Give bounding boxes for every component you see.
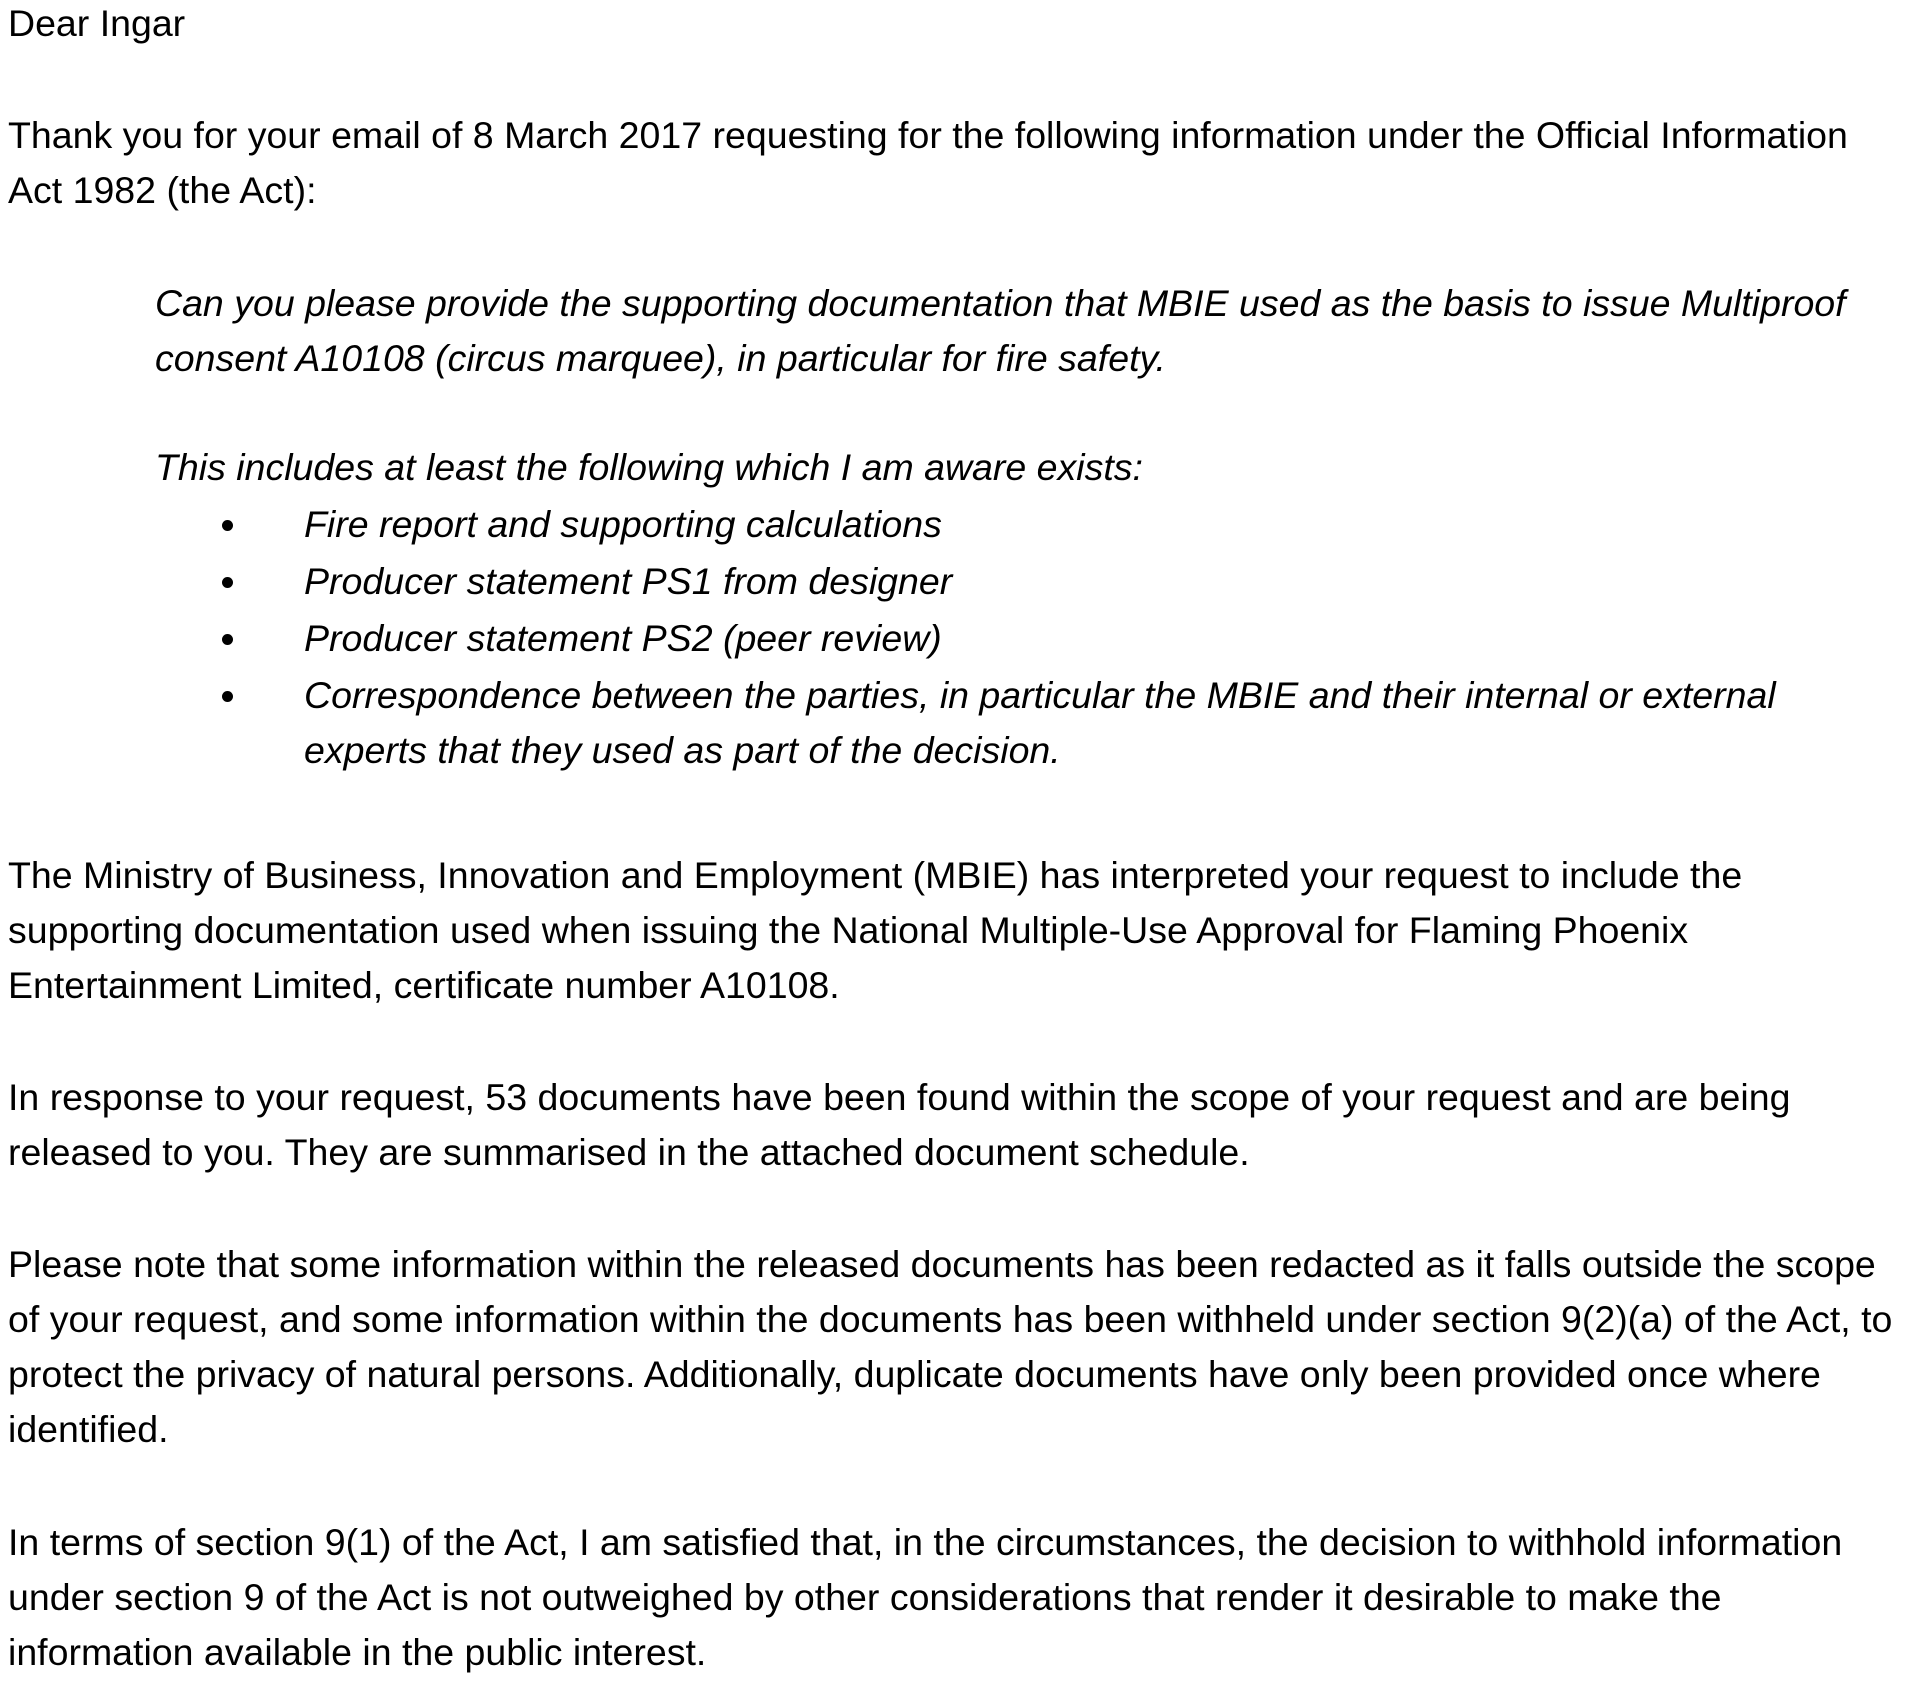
list-item-text: Producer statement PS1 from designer xyxy=(304,560,953,602)
bullet-icon xyxy=(222,577,233,588)
list-item xyxy=(222,554,1862,609)
response-paragraph: In response to your request, 53 documents have been found within the scope of your request and are being released to you. They are summarised in the attached document schedule. xyxy=(8,1076,1791,1173)
bullet-icon xyxy=(222,520,233,531)
list-item xyxy=(222,611,1862,666)
list-item xyxy=(222,668,1862,778)
redaction-note-paragraph: Please note that some information within the released documents has been redacted as it falls outside the scope of your request, and some information within the documents has been withheld under section 9(2)(a) of the Act, to protect the privacy of natural persons. Additionally, duplicate documents have only been provided once where identified. xyxy=(8,1243,1893,1450)
list-item xyxy=(222,497,1862,552)
quoted-items-list xyxy=(222,497,1862,780)
bullet-icon xyxy=(222,634,233,645)
bullet-icon xyxy=(222,691,233,702)
list-item-text: Fire report and supporting calculations xyxy=(304,503,942,545)
intro-paragraph: Thank you for your email of 8 March 2017 requesting for the following information under the Official Information Act 1982 (the Act): xyxy=(8,114,1848,211)
list-item-text: Correspondence between the parties, in particular the MBIE and their internal or external experts that they used as part of the decision. xyxy=(304,674,1776,771)
greeting: Dear Ingar xyxy=(8,2,186,44)
list-item-text: Producer statement PS2 (peer review) xyxy=(304,617,942,659)
section-9-1-paragraph: In terms of section 9(1) of the Act, I am satisfied that, in the circumstances, the decision to withhold information under section 9 of the Act is not outweighed by other considerations that render it desirable to make the information available in the public interest. xyxy=(8,1521,1843,1673)
quoted-includes: This includes at least the following which I am aware exists: xyxy=(155,446,1143,488)
quoted-request: Can you please provide the supporting documentation that MBIE used as the basis to issue Multiproof consent A10108 (circus marquee), in particular for fire safety. xyxy=(155,282,1846,379)
interpretation-paragraph: The Ministry of Business, Innovation and Employment (MBIE) has interpreted your request to include the supporting documentation used when issuing the National Multiple-Use Approval for Flaming Phoenix Entertainment Limited, certificate number A10108. xyxy=(8,854,1743,1006)
